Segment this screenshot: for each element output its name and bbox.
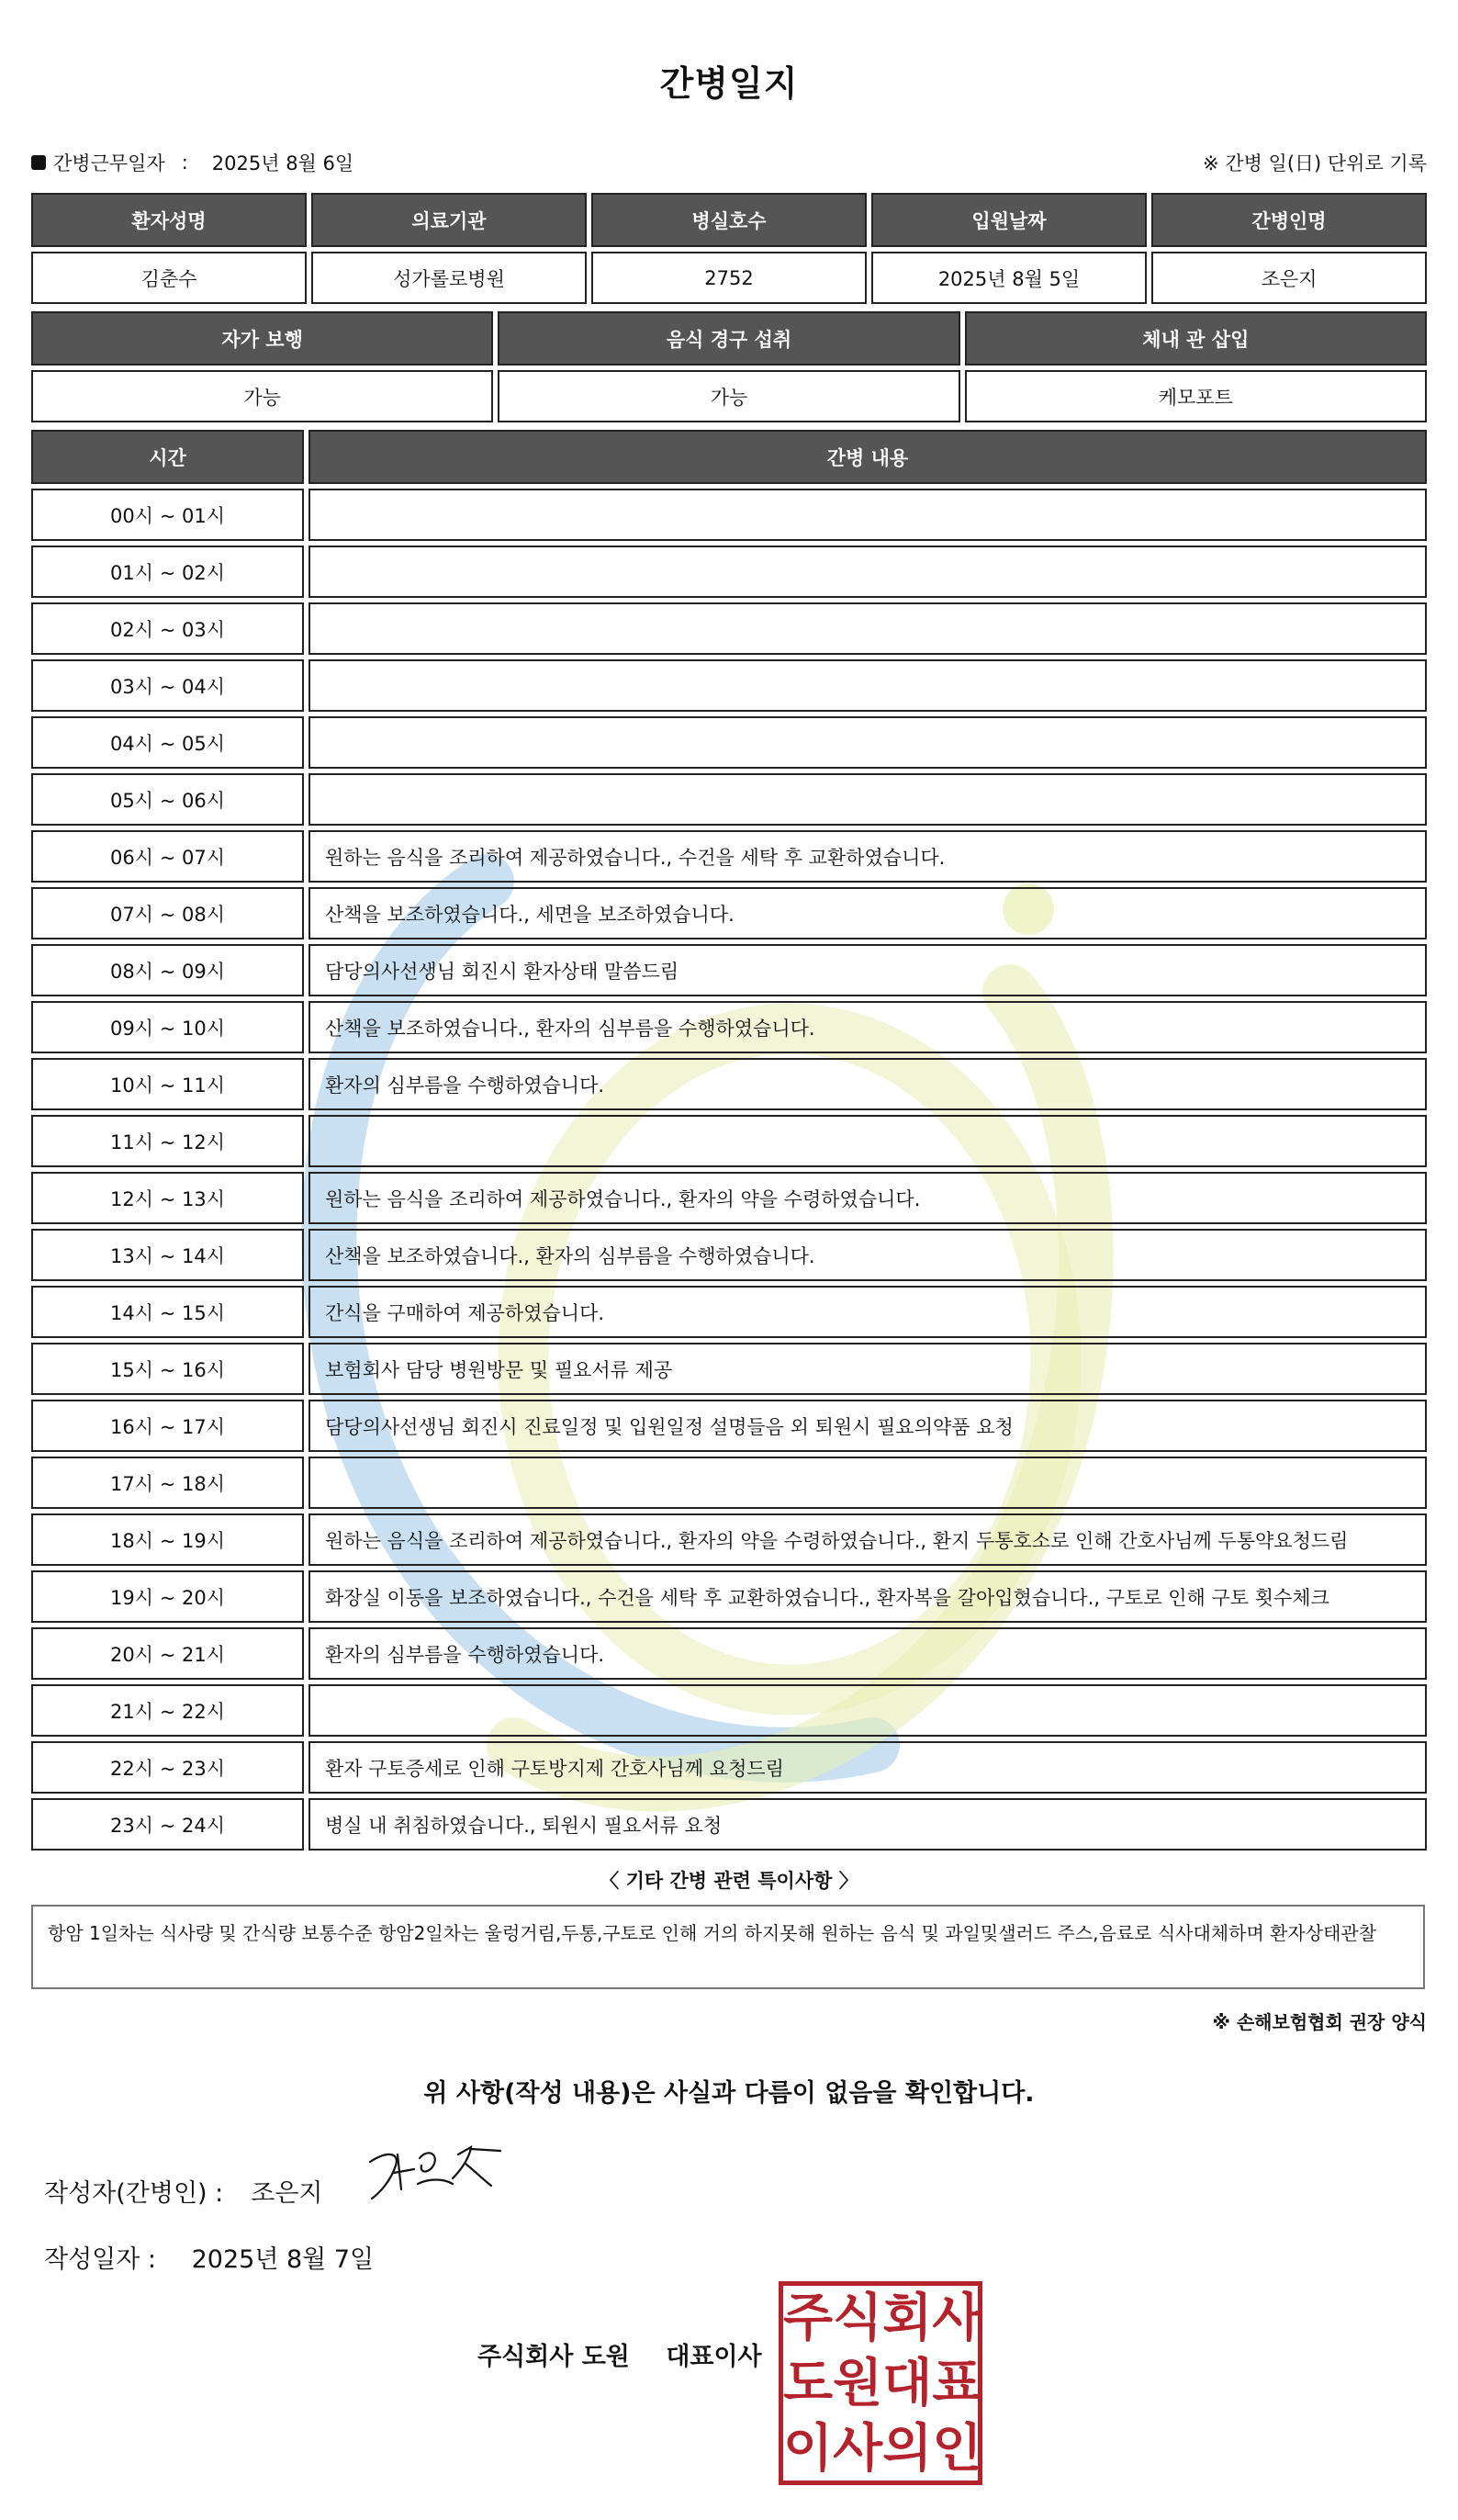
care-log-header-row — [31, 430, 1427, 484]
time-slot-cell: 01시 ~ 02시 — [31, 546, 304, 598]
notes-box: 항암 1일차는 식사량 및 간식량 보통수준 항암2일차는 울렁거림,두통,구토로 인해 거의 하지못해 원하는 음식 및 과일및샐러드 주스,음료로 식사대체하며 환자상태관찰 — [31, 1905, 1425, 1989]
time-slot-cell: 04시 ~ 05시 — [31, 716, 304, 769]
written-date-label: 작성일자 : — [44, 2245, 157, 2274]
time-slot-cell: 20시 ~ 21시 — [31, 1627, 304, 1680]
care-log-row — [31, 489, 1427, 541]
time-slot-cell: 05시 ~ 06시 — [31, 773, 304, 826]
care-content-cell — [308, 1457, 1427, 1509]
care-log-row — [31, 773, 1427, 826]
care-content-cell: 화장실 이동을 보조하였습니다., 수건을 세탁 후 교환하였습니다., 환자복을 갈아입혔습니다., 구토로 인해 구토 횟수체크 — [308, 1570, 1427, 1623]
care-content-cell — [308, 773, 1427, 826]
seal-character: 사 — [833, 2417, 883, 2479]
care-content-cell — [308, 602, 1427, 655]
care-content-cell: 산책을 보조하였습니다., 환자의 심부름을 수행하였습니다. — [308, 1001, 1427, 1053]
care-log-row — [31, 602, 1427, 655]
caregiver-name-header: 간병인명 — [1151, 193, 1427, 247]
company-seal-stamp — [779, 2281, 982, 2485]
care-log-row — [31, 1001, 1427, 1053]
care-log-row — [31, 1286, 1427, 1338]
care-content-cell: 원하는 음식을 조리하여 제공하였습니다., 환자의 약을 수령하였습니다., 환지 두통호소로 인해 간호사님께 두통약요청드림 — [308, 1513, 1427, 1566]
care-log-row — [31, 1457, 1427, 1509]
time-slot-cell: 12시 ~ 13시 — [31, 1172, 304, 1224]
care-log-row — [31, 944, 1427, 996]
time-slot-cell: 23시 ~ 24시 — [31, 1798, 304, 1851]
care-log-row — [31, 1058, 1427, 1110]
time-slot-cell: 03시 ~ 04시 — [31, 659, 304, 712]
care-log-row — [31, 716, 1427, 769]
ceo-label: 대표이사 — [666, 2343, 762, 2371]
patient-info-value-row — [31, 252, 1427, 304]
time-slot-cell: 18시 ~ 19시 — [31, 1513, 304, 1566]
care-content-cell — [308, 716, 1427, 769]
care-log-row — [31, 546, 1427, 598]
patient-status-value-row — [31, 370, 1427, 422]
time-header: 시간 — [31, 430, 304, 484]
care-log-row — [31, 887, 1427, 939]
care-content-cell: 병실 내 취침하였습니다., 퇴원시 필요서류 요청 — [308, 1798, 1427, 1851]
care-log-row — [31, 1798, 1427, 1851]
care-content-cell — [308, 1684, 1427, 1737]
care-content-cell: 원하는 음식을 조리하여 제공하였습니다., 환자의 약을 수령하였습니다. — [308, 1172, 1427, 1224]
walking-value: 가능 — [31, 370, 493, 422]
room-number-value: 2752 — [591, 252, 867, 304]
admission-date-value: 2025년 8월 5일 — [871, 252, 1147, 304]
patient-name-value: 김춘수 — [31, 252, 307, 304]
care-log-body — [31, 489, 1427, 1851]
care-content-cell — [308, 1115, 1427, 1167]
handwritten-signature — [363, 2142, 510, 2206]
care-content-header: 간병 내용 — [308, 430, 1427, 484]
care-log-row — [31, 1570, 1427, 1623]
seal-character: 인 — [932, 2417, 982, 2479]
time-slot-cell: 11시 ~ 12시 — [31, 1115, 304, 1167]
care-log-row — [31, 1229, 1427, 1281]
care-log-row — [31, 1115, 1427, 1167]
care-log-table — [27, 425, 1431, 1855]
company-name: 주식회사 도원 — [477, 2343, 630, 2371]
tube-insertion-header: 체내 관 삽입 — [965, 311, 1427, 366]
time-slot-cell: 09시 ~ 10시 — [31, 1001, 304, 1053]
care-log-row — [31, 830, 1427, 883]
time-slot-cell: 10시 ~ 11시 — [31, 1058, 304, 1110]
care-log-row — [31, 1741, 1427, 1794]
work-date-row — [31, 149, 353, 176]
room-number-header: 병실호수 — [591, 193, 867, 247]
work-date-colon: : — [181, 152, 188, 174]
care-log-row — [31, 1513, 1427, 1566]
seal-character: 도 — [783, 2352, 834, 2413]
care-content-cell: 환자의 심부름을 수행하였습니다. — [308, 1627, 1427, 1680]
seal-character: 식 — [833, 2288, 883, 2349]
care-content-cell: 산책을 보조하였습니다., 세면을 보조하였습니다. — [308, 887, 1427, 939]
care-content-cell: 원하는 음식을 조리하여 제공하였습니다., 수건을 세탁 후 교환하였습니다. — [308, 830, 1427, 883]
hospital-value: 성가롤로병원 — [311, 252, 587, 304]
notes-title: 〈 기타 간병 관련 특이사항 〉 — [600, 1870, 858, 1892]
time-slot-cell: 13시 ~ 14시 — [31, 1229, 304, 1281]
tube-insertion-value: 케모포트 — [965, 370, 1427, 422]
work-date-label: 간병근무일자 — [53, 152, 165, 174]
time-slot-cell: 00시 ~ 01시 — [31, 489, 304, 541]
care-log-row — [31, 1627, 1427, 1680]
seal-character: 이 — [783, 2417, 834, 2479]
time-slot-cell: 07시 ~ 08시 — [31, 887, 304, 939]
care-content-cell: 산책을 보조하였습니다., 환자의 심부름을 수행하였습니다. — [308, 1229, 1427, 1281]
care-content-cell: 간식을 구매하여 제공하였습니다. — [308, 1286, 1427, 1338]
care-content-cell — [308, 546, 1427, 598]
confirmation-statement: 위 사항(작성 내용)은 사실과 다름이 없음을 확인합니다. — [423, 2079, 1035, 2108]
recommend-note: ※ 손해보험협회 권장 양식 — [1212, 2011, 1427, 2033]
walking-header: 자가 보행 — [31, 311, 493, 366]
work-date-value: 2025년 8월 6일 — [211, 152, 354, 174]
time-slot-cell: 22시 ~ 23시 — [31, 1741, 304, 1794]
time-slot-cell: 06시 ~ 07시 — [31, 830, 304, 883]
care-content-cell — [308, 659, 1427, 712]
care-log-row — [31, 1400, 1427, 1452]
company-signature-line — [477, 2336, 762, 2372]
care-content-cell: 환자 구토증세로 인해 구토방지제 간호사님께 요청드림 — [308, 1741, 1427, 1794]
patient-name-header: 환자성명 — [31, 193, 307, 247]
seal-character: 주 — [783, 2288, 834, 2349]
care-content-cell: 보험회사 담당 병원방문 및 필요서류 제공 — [308, 1343, 1427, 1395]
seal-character: 표 — [932, 2352, 982, 2413]
time-slot-cell: 15시 ~ 16시 — [31, 1343, 304, 1395]
admission-date-header: 입원날짜 — [871, 193, 1147, 247]
time-slot-cell: 19시 ~ 20시 — [31, 1570, 304, 1623]
time-slot-cell: 21시 ~ 22시 — [31, 1684, 304, 1737]
care-content-cell — [308, 489, 1427, 541]
seal-character: 대 — [882, 2352, 933, 2413]
seal-character: 사 — [932, 2288, 982, 2349]
oral-intake-header: 음식 경구 섭취 — [498, 311, 959, 366]
time-slot-cell: 14시 ~ 15시 — [31, 1286, 304, 1338]
written-date-row — [44, 2239, 374, 2275]
time-slot-cell: 17시 ~ 18시 — [31, 1457, 304, 1509]
caregiver-name-value: 조은지 — [1151, 252, 1427, 304]
time-slot-cell: 08시 ~ 09시 — [31, 944, 304, 996]
writer-label: 작성자(간병인) : — [44, 2179, 224, 2208]
care-log-row — [31, 659, 1427, 712]
writer-name: 조은지 — [251, 2179, 323, 2208]
care-content-cell: 담당의사선생님 회진시 환자상태 말씀드림 — [308, 944, 1427, 996]
time-slot-cell: 16시 ~ 17시 — [31, 1400, 304, 1452]
document-title: 간병일지 — [659, 63, 799, 104]
care-log-row — [31, 1343, 1427, 1395]
patient-status-header-row — [31, 311, 1427, 366]
square-bullet-icon — [31, 155, 46, 170]
writer-row — [44, 2173, 323, 2209]
time-slot-cell: 02시 ~ 03시 — [31, 602, 304, 655]
care-content-cell: 환자의 심부름을 수행하였습니다. — [308, 1058, 1427, 1110]
written-date-value: 2025년 8월 7일 — [191, 2245, 375, 2274]
care-log-row — [31, 1684, 1427, 1737]
patient-status-table — [27, 307, 1431, 427]
patient-info-table — [27, 188, 1431, 309]
care-content-cell: 담당의사선생님 회진시 진료일정 및 입원일정 설명들음 외 퇴원시 필요의약품 요청 — [308, 1400, 1427, 1452]
unit-note: ※ 간병 일(日) 단위로 기록 — [1203, 152, 1427, 174]
care-log-row — [31, 1172, 1427, 1224]
hospital-header: 의료기관 — [311, 193, 587, 247]
oral-intake-value: 가능 — [498, 370, 959, 422]
patient-info-header-row — [31, 193, 1427, 247]
seal-character: 의 — [882, 2417, 933, 2479]
seal-character: 원 — [833, 2352, 883, 2413]
seal-character: 회 — [882, 2288, 933, 2349]
